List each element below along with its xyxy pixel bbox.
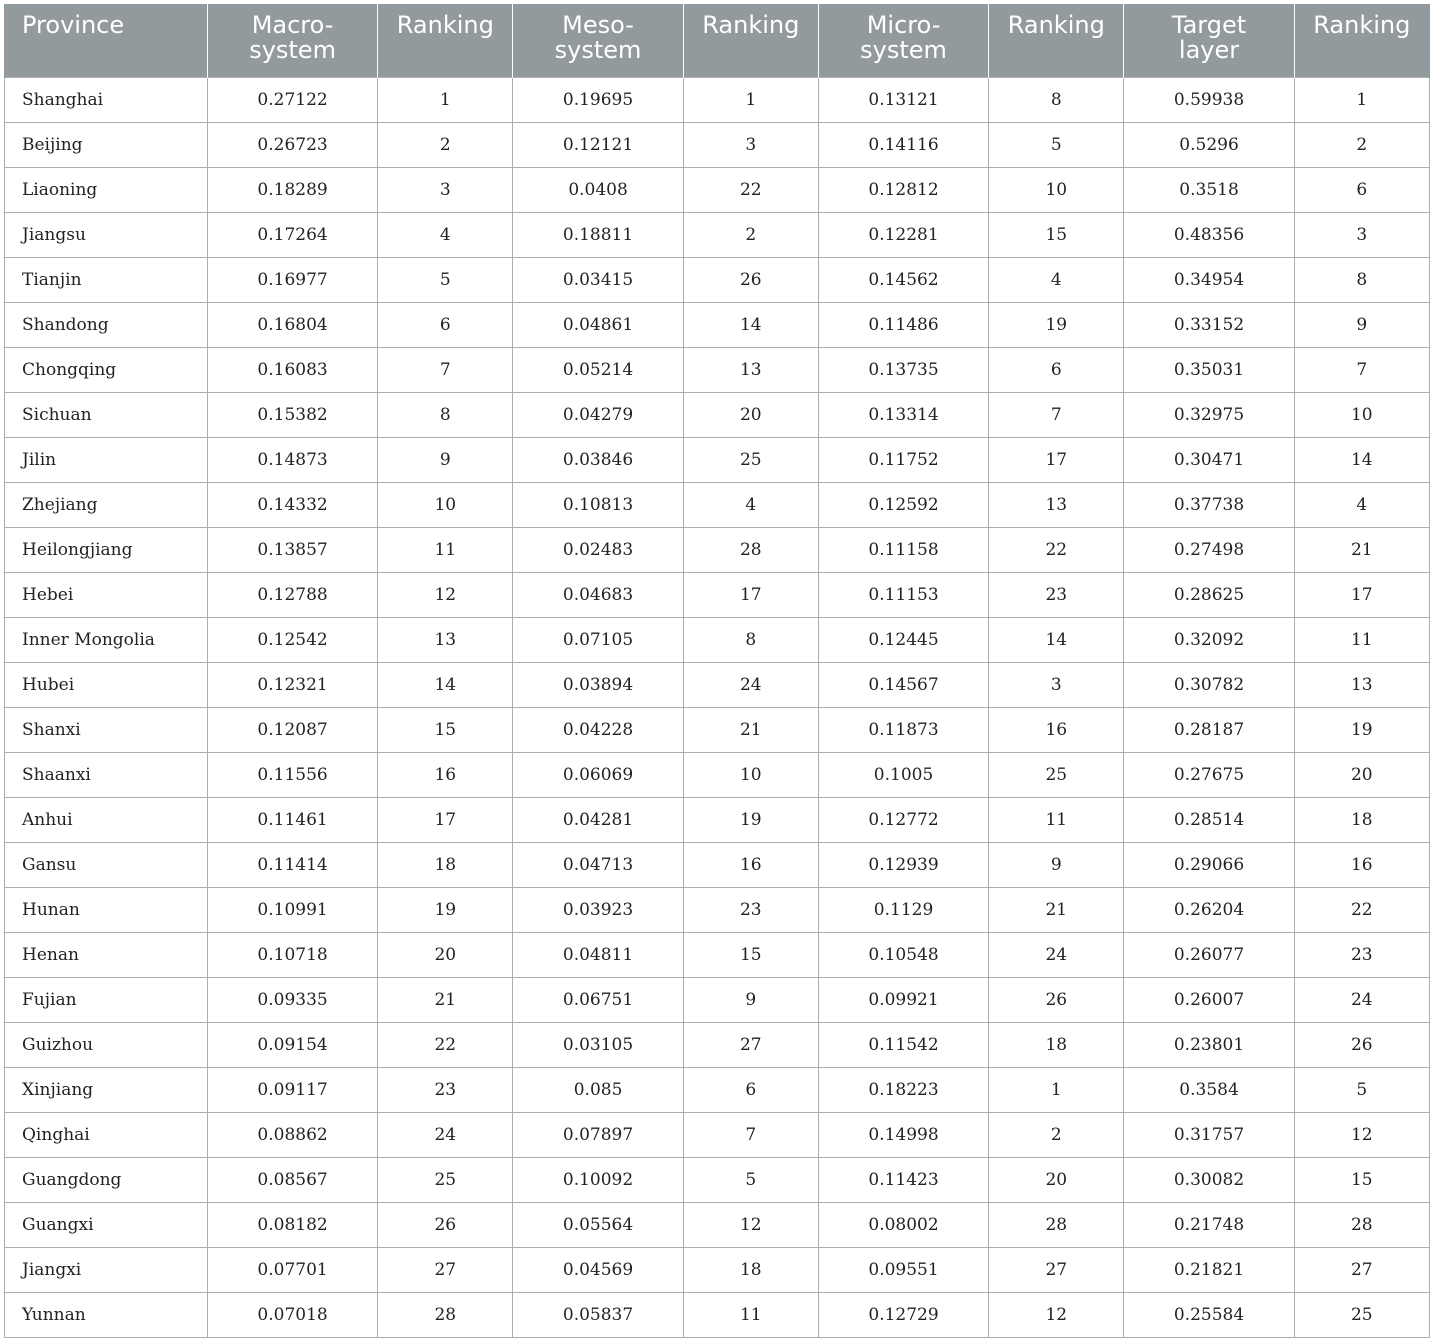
cell-target-layer: 0.29066 xyxy=(1124,842,1294,887)
cell-province: Sichuan xyxy=(5,392,208,437)
cell-micro-system: 0.13314 xyxy=(818,392,988,437)
cell-target-ranking: 15 xyxy=(1294,1157,1429,1202)
cell-micro-system: 0.11158 xyxy=(818,527,988,572)
cell-micro-ranking: 15 xyxy=(989,212,1124,257)
cell-target-layer: 0.33152 xyxy=(1124,302,1294,347)
cell-micro-ranking: 26 xyxy=(989,977,1124,1022)
cell-macro-ranking: 15 xyxy=(378,707,513,752)
cell-target-ranking: 14 xyxy=(1294,437,1429,482)
table-row xyxy=(5,167,1430,212)
cell-target-ranking: 8 xyxy=(1294,257,1429,302)
cell-micro-system: 0.12939 xyxy=(818,842,988,887)
cell-macro-system: 0.13857 xyxy=(207,527,377,572)
cell-meso-system: 0.04861 xyxy=(513,302,683,347)
cell-province: Hubei xyxy=(5,662,208,707)
table-row xyxy=(5,932,1430,977)
cell-meso-system: 0.04279 xyxy=(513,392,683,437)
cell-target-ranking: 6 xyxy=(1294,167,1429,212)
cell-meso-ranking: 17 xyxy=(683,572,818,617)
cell-macro-ranking: 17 xyxy=(378,797,513,842)
cell-micro-system: 0.11486 xyxy=(818,302,988,347)
province-ranking-table xyxy=(4,4,1430,1338)
table-row xyxy=(5,572,1430,617)
cell-micro-ranking: 6 xyxy=(989,347,1124,392)
cell-micro-ranking: 27 xyxy=(989,1247,1124,1292)
cell-micro-ranking: 8 xyxy=(989,77,1124,122)
cell-meso-ranking: 10 xyxy=(683,752,818,797)
cell-micro-system: 0.11423 xyxy=(818,1157,988,1202)
cell-target-layer: 0.26007 xyxy=(1124,977,1294,1022)
cell-target-ranking: 24 xyxy=(1294,977,1429,1022)
cell-macro-ranking: 16 xyxy=(378,752,513,797)
cell-target-layer: 0.3584 xyxy=(1124,1067,1294,1112)
cell-meso-system: 0.05837 xyxy=(513,1292,683,1337)
cell-target-ranking: 26 xyxy=(1294,1022,1429,1067)
cell-micro-system: 0.10548 xyxy=(818,932,988,977)
cell-province: Anhui xyxy=(5,797,208,842)
cell-macro-system: 0.12321 xyxy=(207,662,377,707)
cell-micro-ranking: 7 xyxy=(989,392,1124,437)
cell-meso-system: 0.02483 xyxy=(513,527,683,572)
cell-province: Liaoning xyxy=(5,167,208,212)
cell-macro-system: 0.08862 xyxy=(207,1112,377,1157)
cell-macro-system: 0.14332 xyxy=(207,482,377,527)
cell-meso-system: 0.07105 xyxy=(513,617,683,662)
cell-macro-system: 0.16977 xyxy=(207,257,377,302)
cell-meso-ranking: 18 xyxy=(683,1247,818,1292)
cell-province: Xinjiang xyxy=(5,1067,208,1112)
table-row xyxy=(5,392,1430,437)
table-row xyxy=(5,527,1430,572)
cell-target-ranking: 20 xyxy=(1294,752,1429,797)
table-header xyxy=(5,4,1430,77)
header-macro-ranking: Ranking xyxy=(378,4,513,77)
cell-micro-ranking: 12 xyxy=(989,1292,1124,1337)
table-row xyxy=(5,1157,1430,1202)
cell-micro-ranking: 19 xyxy=(989,302,1124,347)
cell-meso-ranking: 27 xyxy=(683,1022,818,1067)
cell-micro-system: 0.12281 xyxy=(818,212,988,257)
cell-macro-ranking: 19 xyxy=(378,887,513,932)
cell-micro-system: 0.14998 xyxy=(818,1112,988,1157)
cell-macro-system: 0.10718 xyxy=(207,932,377,977)
cell-meso-ranking: 12 xyxy=(683,1202,818,1247)
cell-target-ranking: 11 xyxy=(1294,617,1429,662)
cell-target-layer: 0.59938 xyxy=(1124,77,1294,122)
cell-micro-system: 0.1129 xyxy=(818,887,988,932)
cell-target-ranking: 27 xyxy=(1294,1247,1429,1292)
cell-meso-system: 0.04811 xyxy=(513,932,683,977)
cell-target-layer: 0.48356 xyxy=(1124,212,1294,257)
cell-micro-system: 0.11153 xyxy=(818,572,988,617)
cell-meso-ranking: 19 xyxy=(683,797,818,842)
cell-macro-ranking: 28 xyxy=(378,1292,513,1337)
cell-meso-system: 0.06069 xyxy=(513,752,683,797)
table-row xyxy=(5,797,1430,842)
cell-meso-ranking: 8 xyxy=(683,617,818,662)
cell-micro-system: 0.14562 xyxy=(818,257,988,302)
cell-micro-ranking: 18 xyxy=(989,1022,1124,1067)
table-row xyxy=(5,1247,1430,1292)
cell-meso-system: 0.03894 xyxy=(513,662,683,707)
cell-micro-system: 0.09551 xyxy=(818,1247,988,1292)
header-macro-system: Macro- system xyxy=(207,4,377,77)
cell-macro-ranking: 3 xyxy=(378,167,513,212)
cell-macro-ranking: 2 xyxy=(378,122,513,167)
cell-micro-system: 0.12772 xyxy=(818,797,988,842)
header-micro-system: Micro- system xyxy=(818,4,988,77)
cell-macro-ranking: 10 xyxy=(378,482,513,527)
cell-target-layer: 0.35031 xyxy=(1124,347,1294,392)
table-row xyxy=(5,212,1430,257)
cell-meso-ranking: 13 xyxy=(683,347,818,392)
table-row xyxy=(5,77,1430,122)
cell-target-layer: 0.30471 xyxy=(1124,437,1294,482)
cell-province: Heilongjiang xyxy=(5,527,208,572)
cell-meso-ranking: 2 xyxy=(683,212,818,257)
cell-macro-ranking: 26 xyxy=(378,1202,513,1247)
cell-macro-system: 0.16083 xyxy=(207,347,377,392)
cell-micro-ranking: 16 xyxy=(989,707,1124,752)
cell-micro-system: 0.14116 xyxy=(818,122,988,167)
cell-macro-ranking: 25 xyxy=(378,1157,513,1202)
cell-micro-system: 0.12445 xyxy=(818,617,988,662)
cell-target-ranking: 21 xyxy=(1294,527,1429,572)
cell-target-layer: 0.23801 xyxy=(1124,1022,1294,1067)
cell-micro-ranking: 21 xyxy=(989,887,1124,932)
cell-meso-ranking: 1 xyxy=(683,77,818,122)
cell-micro-ranking: 1 xyxy=(989,1067,1124,1112)
cell-macro-ranking: 23 xyxy=(378,1067,513,1112)
cell-macro-ranking: 6 xyxy=(378,302,513,347)
cell-province: Fujian xyxy=(5,977,208,1022)
cell-target-ranking: 16 xyxy=(1294,842,1429,887)
cell-province: Gansu xyxy=(5,842,208,887)
cell-target-layer: 0.3518 xyxy=(1124,167,1294,212)
cell-meso-system: 0.04683 xyxy=(513,572,683,617)
cell-micro-system: 0.09921 xyxy=(818,977,988,1022)
cell-macro-ranking: 11 xyxy=(378,527,513,572)
cell-meso-ranking: 5 xyxy=(683,1157,818,1202)
cell-province: Zhejiang xyxy=(5,482,208,527)
cell-macro-ranking: 18 xyxy=(378,842,513,887)
cell-micro-ranking: 4 xyxy=(989,257,1124,302)
cell-target-layer: 0.28514 xyxy=(1124,797,1294,842)
cell-macro-ranking: 1 xyxy=(378,77,513,122)
cell-province: Jilin xyxy=(5,437,208,482)
table-row xyxy=(5,662,1430,707)
cell-province: Guizhou xyxy=(5,1022,208,1067)
cell-province: Hunan xyxy=(5,887,208,932)
header-meso-ranking: Ranking xyxy=(683,4,818,77)
cell-target-layer: 0.27675 xyxy=(1124,752,1294,797)
table-row xyxy=(5,1292,1430,1337)
cell-meso-ranking: 11 xyxy=(683,1292,818,1337)
cell-meso-ranking: 28 xyxy=(683,527,818,572)
cell-province: Hebei xyxy=(5,572,208,617)
table-row xyxy=(5,842,1430,887)
cell-micro-ranking: 20 xyxy=(989,1157,1124,1202)
cell-meso-ranking: 20 xyxy=(683,392,818,437)
cell-province: Guangxi xyxy=(5,1202,208,1247)
cell-meso-ranking: 26 xyxy=(683,257,818,302)
cell-target-layer: 0.21821 xyxy=(1124,1247,1294,1292)
cell-macro-ranking: 14 xyxy=(378,662,513,707)
header-target-ranking: Ranking xyxy=(1294,4,1429,77)
cell-micro-ranking: 3 xyxy=(989,662,1124,707)
table-row xyxy=(5,482,1430,527)
cell-meso-system: 0.19695 xyxy=(513,77,683,122)
cell-macro-ranking: 21 xyxy=(378,977,513,1022)
cell-province: Shandong xyxy=(5,302,208,347)
cell-macro-system: 0.26723 xyxy=(207,122,377,167)
cell-micro-system: 0.12812 xyxy=(818,167,988,212)
cell-macro-system: 0.12542 xyxy=(207,617,377,662)
header-target-layer: Target layer xyxy=(1124,4,1294,77)
cell-province: Beijing xyxy=(5,122,208,167)
cell-target-layer: 0.26204 xyxy=(1124,887,1294,932)
table-body xyxy=(5,77,1430,1337)
cell-micro-system: 0.12592 xyxy=(818,482,988,527)
cell-macro-system: 0.27122 xyxy=(207,77,377,122)
cell-macro-system: 0.14873 xyxy=(207,437,377,482)
cell-target-ranking: 7 xyxy=(1294,347,1429,392)
cell-target-layer: 0.25584 xyxy=(1124,1292,1294,1337)
cell-target-ranking: 1 xyxy=(1294,77,1429,122)
cell-meso-system: 0.18811 xyxy=(513,212,683,257)
cell-meso-ranking: 3 xyxy=(683,122,818,167)
cell-province: Inner Mongolia xyxy=(5,617,208,662)
cell-micro-ranking: 23 xyxy=(989,572,1124,617)
cell-macro-ranking: 13 xyxy=(378,617,513,662)
cell-macro-system: 0.08182 xyxy=(207,1202,377,1247)
cell-meso-system: 0.0408 xyxy=(513,167,683,212)
table-row xyxy=(5,887,1430,932)
cell-meso-ranking: 25 xyxy=(683,437,818,482)
cell-target-ranking: 17 xyxy=(1294,572,1429,617)
table-row xyxy=(5,617,1430,662)
cell-meso-system: 0.07897 xyxy=(513,1112,683,1157)
cell-target-ranking: 12 xyxy=(1294,1112,1429,1157)
cell-target-layer: 0.32092 xyxy=(1124,617,1294,662)
cell-macro-ranking: 4 xyxy=(378,212,513,257)
cell-meso-system: 0.05214 xyxy=(513,347,683,392)
cell-target-layer: 0.34954 xyxy=(1124,257,1294,302)
cell-micro-system: 0.18223 xyxy=(818,1067,988,1112)
cell-meso-ranking: 15 xyxy=(683,932,818,977)
cell-meso-system: 0.12121 xyxy=(513,122,683,167)
cell-meso-system: 0.10092 xyxy=(513,1157,683,1202)
cell-micro-ranking: 17 xyxy=(989,437,1124,482)
province-ranking-table-container xyxy=(4,4,1430,1338)
cell-target-ranking: 19 xyxy=(1294,707,1429,752)
cell-micro-ranking: 10 xyxy=(989,167,1124,212)
table-row xyxy=(5,257,1430,302)
header-meso-system: Meso- system xyxy=(513,4,683,77)
cell-macro-ranking: 20 xyxy=(378,932,513,977)
cell-meso-system: 0.085 xyxy=(513,1067,683,1112)
cell-target-ranking: 3 xyxy=(1294,212,1429,257)
cell-macro-system: 0.10991 xyxy=(207,887,377,932)
cell-province: Jiangxi xyxy=(5,1247,208,1292)
cell-micro-ranking: 2 xyxy=(989,1112,1124,1157)
cell-macro-system: 0.17264 xyxy=(207,212,377,257)
cell-meso-system: 0.03923 xyxy=(513,887,683,932)
header-province: Province xyxy=(5,4,208,77)
cell-micro-ranking: 25 xyxy=(989,752,1124,797)
cell-province: Jiangsu xyxy=(5,212,208,257)
cell-macro-ranking: 22 xyxy=(378,1022,513,1067)
cell-province: Shanghai xyxy=(5,77,208,122)
cell-province: Qinghai xyxy=(5,1112,208,1157)
cell-target-layer: 0.31757 xyxy=(1124,1112,1294,1157)
cell-micro-system: 0.12729 xyxy=(818,1292,988,1337)
cell-micro-ranking: 14 xyxy=(989,617,1124,662)
table-row xyxy=(5,1112,1430,1157)
cell-macro-ranking: 27 xyxy=(378,1247,513,1292)
cell-meso-system: 0.04228 xyxy=(513,707,683,752)
table-row xyxy=(5,347,1430,392)
cell-target-ranking: 13 xyxy=(1294,662,1429,707)
cell-target-ranking: 10 xyxy=(1294,392,1429,437)
cell-macro-ranking: 9 xyxy=(378,437,513,482)
cell-meso-ranking: 21 xyxy=(683,707,818,752)
cell-meso-ranking: 9 xyxy=(683,977,818,1022)
cell-target-layer: 0.30082 xyxy=(1124,1157,1294,1202)
table-row xyxy=(5,1202,1430,1247)
cell-micro-system: 0.1005 xyxy=(818,752,988,797)
cell-target-ranking: 5 xyxy=(1294,1067,1429,1112)
cell-target-layer: 0.26077 xyxy=(1124,932,1294,977)
cell-macro-system: 0.09335 xyxy=(207,977,377,1022)
cell-meso-ranking: 7 xyxy=(683,1112,818,1157)
cell-micro-ranking: 22 xyxy=(989,527,1124,572)
cell-macro-system: 0.08567 xyxy=(207,1157,377,1202)
cell-micro-system: 0.11752 xyxy=(818,437,988,482)
cell-macro-system: 0.11461 xyxy=(207,797,377,842)
cell-micro-system: 0.13735 xyxy=(818,347,988,392)
cell-target-ranking: 22 xyxy=(1294,887,1429,932)
cell-meso-system: 0.06751 xyxy=(513,977,683,1022)
cell-micro-ranking: 28 xyxy=(989,1202,1124,1247)
cell-micro-system: 0.11873 xyxy=(818,707,988,752)
cell-micro-ranking: 24 xyxy=(989,932,1124,977)
cell-macro-system: 0.18289 xyxy=(207,167,377,212)
cell-target-layer: 0.37738 xyxy=(1124,482,1294,527)
cell-macro-ranking: 5 xyxy=(378,257,513,302)
cell-micro-ranking: 11 xyxy=(989,797,1124,842)
table-row xyxy=(5,707,1430,752)
cell-micro-ranking: 13 xyxy=(989,482,1124,527)
cell-target-ranking: 25 xyxy=(1294,1292,1429,1337)
cell-micro-ranking: 5 xyxy=(989,122,1124,167)
cell-micro-system: 0.11542 xyxy=(818,1022,988,1067)
cell-meso-ranking: 22 xyxy=(683,167,818,212)
cell-micro-system: 0.08002 xyxy=(818,1202,988,1247)
cell-macro-ranking: 12 xyxy=(378,572,513,617)
cell-province: Shaanxi xyxy=(5,752,208,797)
cell-macro-system: 0.09154 xyxy=(207,1022,377,1067)
cell-meso-ranking: 4 xyxy=(683,482,818,527)
cell-province: Yunnan xyxy=(5,1292,208,1337)
cell-micro-system: 0.13121 xyxy=(818,77,988,122)
table-row xyxy=(5,122,1430,167)
cell-meso-ranking: 14 xyxy=(683,302,818,347)
table-row xyxy=(5,302,1430,347)
table-row xyxy=(5,752,1430,797)
cell-province: Tianjin xyxy=(5,257,208,302)
cell-macro-ranking: 8 xyxy=(378,392,513,437)
cell-target-layer: 0.21748 xyxy=(1124,1202,1294,1247)
cell-target-layer: 0.5296 xyxy=(1124,122,1294,167)
cell-target-ranking: 9 xyxy=(1294,302,1429,347)
cell-province: Chongqing xyxy=(5,347,208,392)
cell-target-layer: 0.28625 xyxy=(1124,572,1294,617)
header-micro-ranking: Ranking xyxy=(989,4,1124,77)
header-row xyxy=(5,4,1430,77)
cell-meso-system: 0.03415 xyxy=(513,257,683,302)
cell-macro-system: 0.07701 xyxy=(207,1247,377,1292)
cell-target-layer: 0.30782 xyxy=(1124,662,1294,707)
table-row xyxy=(5,1022,1430,1067)
cell-micro-system: 0.14567 xyxy=(818,662,988,707)
cell-macro-system: 0.07018 xyxy=(207,1292,377,1337)
table-row xyxy=(5,1067,1430,1112)
cell-meso-ranking: 23 xyxy=(683,887,818,932)
table-row xyxy=(5,437,1430,482)
cell-target-ranking: 23 xyxy=(1294,932,1429,977)
cell-meso-system: 0.04713 xyxy=(513,842,683,887)
cell-target-ranking: 2 xyxy=(1294,122,1429,167)
cell-target-ranking: 4 xyxy=(1294,482,1429,527)
cell-macro-system: 0.11414 xyxy=(207,842,377,887)
cell-macro-system: 0.09117 xyxy=(207,1067,377,1112)
cell-macro-system: 0.12087 xyxy=(207,707,377,752)
cell-meso-system: 0.05564 xyxy=(513,1202,683,1247)
cell-target-layer: 0.27498 xyxy=(1124,527,1294,572)
cell-meso-system: 0.04569 xyxy=(513,1247,683,1292)
cell-province: Shanxi xyxy=(5,707,208,752)
cell-macro-ranking: 7 xyxy=(378,347,513,392)
cell-target-layer: 0.32975 xyxy=(1124,392,1294,437)
cell-macro-system: 0.15382 xyxy=(207,392,377,437)
cell-target-ranking: 18 xyxy=(1294,797,1429,842)
cell-province: Henan xyxy=(5,932,208,977)
table-row xyxy=(5,977,1430,1022)
cell-meso-system: 0.10813 xyxy=(513,482,683,527)
cell-meso-system: 0.03105 xyxy=(513,1022,683,1067)
cell-province: Guangdong xyxy=(5,1157,208,1202)
cell-macro-system: 0.12788 xyxy=(207,572,377,617)
cell-macro-system: 0.16804 xyxy=(207,302,377,347)
cell-target-layer: 0.28187 xyxy=(1124,707,1294,752)
cell-meso-ranking: 16 xyxy=(683,842,818,887)
cell-meso-system: 0.04281 xyxy=(513,797,683,842)
cell-meso-system: 0.03846 xyxy=(513,437,683,482)
cell-meso-ranking: 6 xyxy=(683,1067,818,1112)
cell-meso-ranking: 24 xyxy=(683,662,818,707)
cell-macro-system: 0.11556 xyxy=(207,752,377,797)
cell-macro-ranking: 24 xyxy=(378,1112,513,1157)
cell-target-ranking: 28 xyxy=(1294,1202,1429,1247)
cell-micro-ranking: 9 xyxy=(989,842,1124,887)
